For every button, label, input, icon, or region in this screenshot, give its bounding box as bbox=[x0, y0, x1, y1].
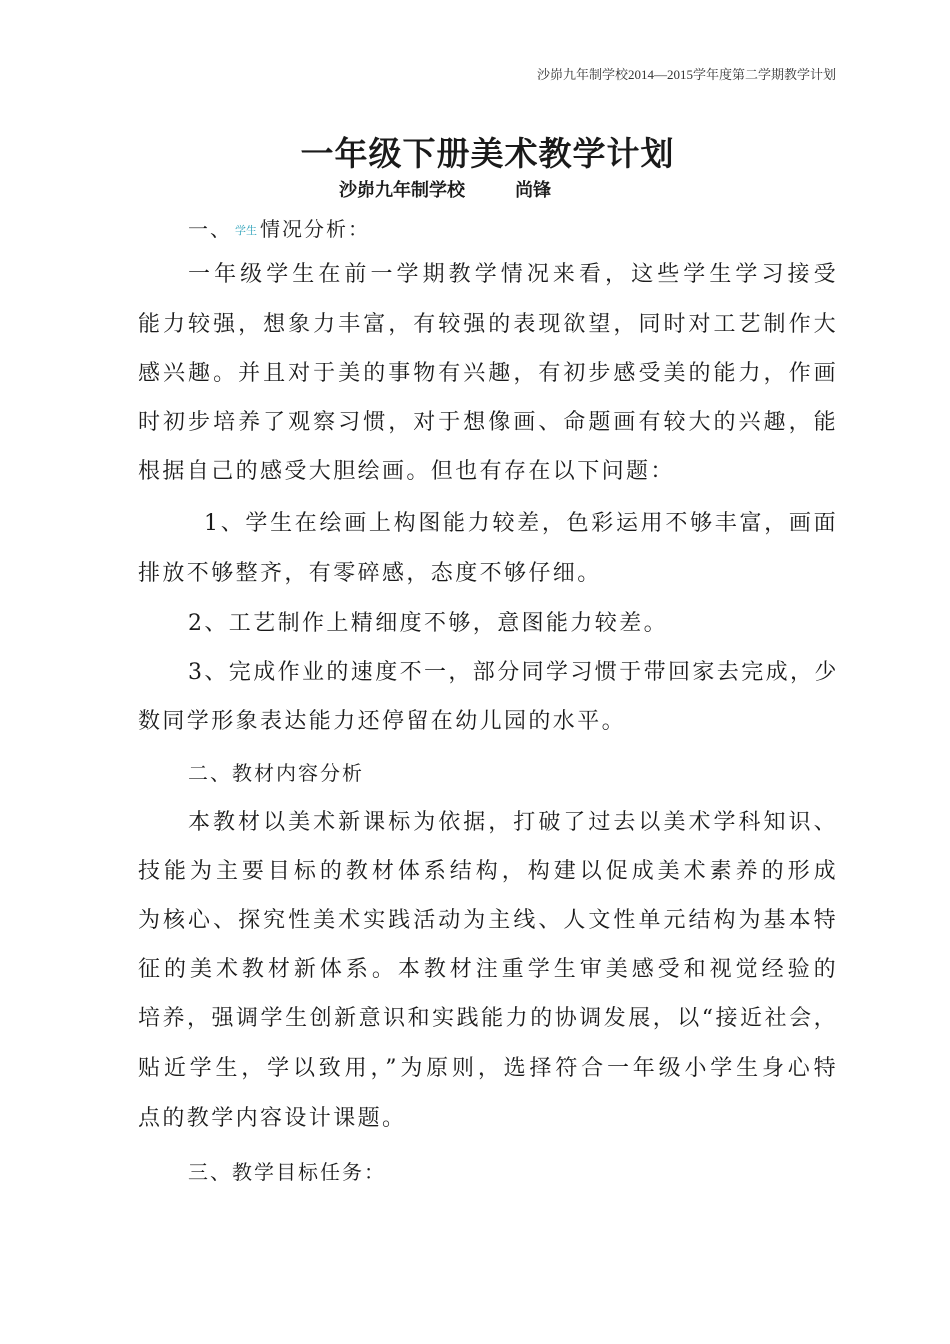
section-1-title: 情况分析： bbox=[260, 217, 370, 241]
paragraph-line: 点的教学内容设计课题。 bbox=[138, 1106, 407, 1131]
paragraph-line: 时初步培养了观察习惯，对于想像画、命题画有较大的兴趣，能 bbox=[138, 410, 838, 435]
section-2-heading: 二、教材内容分析 bbox=[188, 761, 364, 785]
paragraph-line: 技能为主要目标的教材体系结构，构建以促成美术素养的形成 bbox=[138, 859, 838, 884]
section-1-heading bbox=[188, 214, 370, 246]
running-header: 沙峁九年制学校2014—2015学年度第二学期教学计划 bbox=[536, 67, 836, 82]
byline-author: 尚锋 bbox=[515, 180, 552, 201]
inline-annotation: 学生 bbox=[235, 224, 257, 237]
paragraph-line: 感兴趣。并且对于美的事物有兴趣，有初步感受美的能力，作画 bbox=[138, 361, 838, 386]
paragraph-line: 能力较强，想象力丰富，有较强的表现欲望，同时对工艺制作大 bbox=[138, 312, 838, 337]
issue-item-2: 2、工艺制作上精细度不够，意图能力较差。 bbox=[188, 611, 668, 636]
section-3-heading: 三、教学目标任务： bbox=[188, 1160, 386, 1184]
section-1-prefix: 一、 bbox=[188, 217, 232, 241]
issue-item-3-line: 数同学形象表达能力还停留在幼儿园的水平。 bbox=[138, 709, 627, 734]
paragraph-line: 根据自己的感受大胆绘画。但也有存在以下问题： bbox=[138, 459, 675, 484]
issue-item-3-line: 3、完成作业的速度不一，部分同学习惯于带回家去完成，少 bbox=[188, 660, 839, 685]
byline bbox=[339, 176, 551, 202]
byline-school: 沙峁九年制学校 bbox=[339, 180, 465, 201]
paragraph-line: 本教材以美术新课标为依据，打破了过去以美术学科知识、 bbox=[188, 810, 838, 835]
paragraph-line: 征的美术教材新体系。本教材注重学生审美感受和视觉经验的 bbox=[138, 957, 838, 982]
paragraph-line: 一年级学生在前一学期教学情况来看，这些学生学习接受 bbox=[188, 262, 838, 287]
issue-item-1-line: 排放不够整齐，有零碎感，态度不够仔细。 bbox=[138, 561, 602, 586]
paragraph-line: 贴近学生，学以致用，”为原则，选择符合一年级小学生身心特 bbox=[138, 1056, 838, 1081]
paragraph-line: 为核心、探究性美术实践活动为主线、人文性单元结构为基本特 bbox=[138, 908, 838, 933]
issue-item-1-line: 1、学生在绘画上构图能力较差，色彩运用不够丰富，画面 bbox=[204, 511, 838, 536]
paragraph-line: 培养，强调学生创新意识和实践能力的协调发展，以“接近社会， bbox=[138, 1006, 838, 1031]
document-title: 一年级下册美术教学计划 bbox=[300, 134, 675, 173]
